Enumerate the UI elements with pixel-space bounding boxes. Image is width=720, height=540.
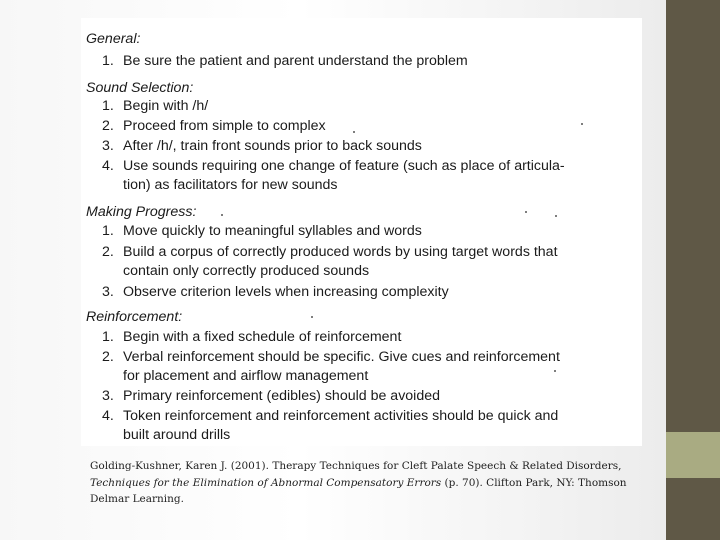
item-number: 2. [102, 349, 114, 365]
section-title-general: General: [86, 31, 141, 47]
list-item-continuation: for placement and airflow management [123, 368, 369, 384]
item-number: 3. [102, 388, 114, 404]
list-item [102, 329, 401, 347]
scan-speck [581, 123, 583, 125]
section-title-reinforcement: Reinforcement: [86, 309, 183, 325]
item-text: Token reinforcement and reinforcement activities should be quick and [123, 408, 559, 424]
citation [90, 458, 650, 508]
item-text: After /h/, train front sounds prior to back sounds [123, 138, 422, 154]
item-number: 2. [102, 244, 114, 260]
list-item [102, 118, 326, 136]
decorative-side-accent [666, 432, 720, 478]
item-number: 1. [102, 53, 114, 69]
item-text: Primary reinforcement (edibles) should be avoided [123, 388, 441, 404]
item-number: 1. [102, 223, 114, 239]
item-number: 3. [102, 138, 114, 154]
scan-speck [554, 370, 556, 372]
section-title-sound-selection: Sound Selection: [86, 80, 194, 96]
list-item [102, 53, 468, 71]
item-number: 2. [102, 118, 114, 134]
list-item [102, 98, 208, 116]
section-title-making-progress: Making Progress: [86, 204, 197, 220]
scan-speck [525, 211, 527, 213]
item-text: Observe criterion levels when increasing complexity [123, 284, 449, 300]
item-text: Be sure the patient and parent understand the problem [123, 53, 468, 69]
item-number: 1. [102, 98, 114, 114]
item-number: 4. [102, 158, 114, 174]
item-number: 4. [102, 408, 114, 424]
decorative-side-bar [666, 0, 720, 432]
list-item-continuation: built around drills [123, 427, 231, 443]
scanned-guidelines-image [81, 18, 642, 446]
list-item [102, 284, 449, 302]
list-item [102, 388, 440, 406]
scan-speck [311, 316, 313, 318]
item-text: Begin with a fixed schedule of reinforcement [123, 329, 402, 345]
item-text: Proceed from simple to complex [123, 118, 326, 134]
item-text: Verbal reinforcement should be specific. Give cues and reinforcement [123, 349, 560, 365]
list-item-continuation: tion) as facilitators for new sounds [123, 177, 338, 193]
list-item [102, 349, 560, 367]
citation-author-title: Golding-Kushner, Karen J. (2001). Therapy Techniques for Cleft Palate Speech & Related Disorders, [90, 460, 622, 472]
scan-speck [555, 215, 557, 217]
scan-speck [353, 131, 355, 133]
list-item [102, 158, 565, 176]
decorative-side-bar-bottom [666, 478, 720, 540]
citation-chapter-title: Techniques for the Elimination of Abnormal Compensatory Errors [90, 476, 442, 489]
citation-publisher: (p. 70). Clifton Park, NY: Thomson Delmar Learning. [90, 476, 627, 505]
item-number: 3. [102, 284, 114, 300]
list-item [102, 408, 558, 426]
list-item [102, 138, 422, 156]
scan-speck [221, 214, 223, 216]
list-item-continuation: contain only correctly produced sounds [123, 263, 370, 279]
item-text: Begin with /h/ [123, 98, 209, 114]
list-item [102, 223, 422, 241]
list-item [102, 244, 558, 262]
item-text: Build a corpus of correctly produced words by using target words that [123, 244, 558, 260]
item-text: Use sounds requiring one change of feature (such as place of articula- [123, 158, 565, 174]
item-number: 1. [102, 329, 114, 345]
item-text: Move quickly to meaningful syllables and words [123, 223, 422, 239]
